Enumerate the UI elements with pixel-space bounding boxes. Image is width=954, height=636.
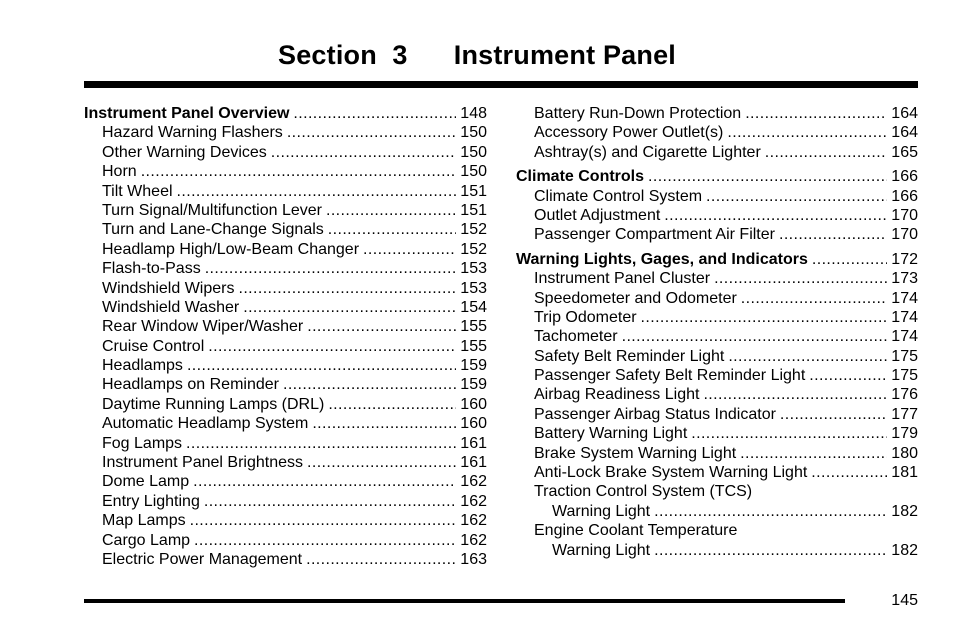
toc-entry-title: Tachometer xyxy=(534,328,618,346)
toc-entry[interactable] xyxy=(84,182,487,201)
toc-entry-page: 181 xyxy=(891,464,918,482)
toc-entry[interactable] xyxy=(84,240,487,259)
toc-entry[interactable] xyxy=(84,492,487,511)
toc-entry[interactable] xyxy=(84,162,487,181)
dot-leader xyxy=(307,453,456,472)
toc-entry[interactable] xyxy=(516,366,918,385)
toc-entry-page: 150 xyxy=(460,143,487,161)
dot-leader xyxy=(287,123,456,142)
dot-leader xyxy=(779,225,887,244)
dot-leader xyxy=(809,366,887,385)
toc-entry-page: 165 xyxy=(891,143,918,161)
dot-leader xyxy=(293,104,456,123)
toc-entry[interactable] xyxy=(516,104,918,123)
toc-entry[interactable] xyxy=(84,511,487,530)
toc-entry-page: 173 xyxy=(891,270,918,288)
toc-entry-page: 164 xyxy=(891,105,918,122)
dot-leader xyxy=(811,463,887,482)
dot-leader xyxy=(780,405,887,424)
toc-entry-title: Trip Odometer xyxy=(534,308,637,326)
toc-entry[interactable] xyxy=(516,541,918,560)
toc-entry[interactable] xyxy=(84,531,487,550)
toc-entry-title: Instrument Panel Overview xyxy=(84,105,290,122)
toc-entry-title: Passenger Safety Belt Reminder Light xyxy=(534,367,806,385)
dot-leader xyxy=(238,279,456,298)
toc-entry-title: Safety Belt Reminder Light xyxy=(534,347,725,365)
toc-entry[interactable] xyxy=(516,521,918,540)
toc-entry-page: 175 xyxy=(891,347,918,365)
page-number: 145 xyxy=(891,592,918,609)
toc-entry-title: Passenger Compartment Air Filter xyxy=(534,226,775,244)
toc-entry-title: Headlamps xyxy=(102,357,183,375)
toc-entry-page: 174 xyxy=(891,308,918,326)
toc-entry-title: Engine Coolant Temperature xyxy=(534,522,738,540)
toc-entry-page: 150 xyxy=(460,163,487,181)
dot-leader xyxy=(328,220,457,239)
dot-leader xyxy=(654,502,887,521)
dot-leader xyxy=(186,434,456,453)
toc-entry[interactable] xyxy=(84,395,487,414)
toc-entry-page: 166 xyxy=(891,187,918,205)
toc-entry[interactable] xyxy=(84,123,487,142)
toc-entry[interactable] xyxy=(516,206,918,225)
toc-entry[interactable] xyxy=(84,550,487,569)
dot-leader xyxy=(727,123,887,142)
toc-entry-page: 174 xyxy=(891,289,918,307)
toc-entry-title: Warning Light xyxy=(552,502,651,520)
dot-leader xyxy=(740,444,887,463)
toc-entry-page: 153 xyxy=(460,260,487,278)
toc-entry[interactable] xyxy=(516,502,918,521)
toc-entry[interactable] xyxy=(84,201,487,220)
toc-entry-title: Cruise Control xyxy=(102,337,205,355)
toc-entry-page: 177 xyxy=(891,405,918,423)
dot-leader xyxy=(363,240,456,259)
toc-entry[interactable] xyxy=(84,317,487,336)
toc-entry-title: Traction Control System (TCS) xyxy=(534,483,753,501)
toc-entry[interactable] xyxy=(84,356,487,375)
toc-entry-page: 152 xyxy=(460,240,487,258)
toc-entry[interactable] xyxy=(516,327,918,346)
toc-entry-title: Headlamps on Reminder xyxy=(102,376,279,394)
toc-entry[interactable] xyxy=(516,482,918,501)
toc-entry-title: Hazard Warning Flashers xyxy=(102,124,283,142)
toc-entry-page: 170 xyxy=(891,226,918,244)
toc-entry[interactable] xyxy=(516,143,918,162)
toc-entry-page: 180 xyxy=(891,444,918,462)
toc-entry-title: Map Lamps xyxy=(102,512,186,530)
toc-entry-page: 155 xyxy=(460,318,487,336)
dot-leader xyxy=(204,492,456,511)
dot-leader xyxy=(208,337,456,356)
toc-heading[interactable] xyxy=(84,104,487,123)
toc-entry-page: 166 xyxy=(891,168,918,186)
toc-entry[interactable] xyxy=(516,269,918,288)
toc-entry[interactable] xyxy=(516,347,918,366)
toc-entry-title: Other Warning Devices xyxy=(102,143,267,161)
toc-entry-page: 160 xyxy=(460,395,487,413)
toc-entry-page: 163 xyxy=(460,550,487,568)
toc-entry-title: Instrument Panel Cluster xyxy=(534,270,711,288)
toc-entry-page: 162 xyxy=(460,473,487,491)
toc-entry-page: 174 xyxy=(891,328,918,346)
dot-leader xyxy=(812,250,887,269)
footer-rule xyxy=(84,599,845,603)
toc-entry-title: Turn and Lane-Change Signals xyxy=(102,221,324,239)
toc-heading[interactable] xyxy=(516,250,918,269)
dot-leader xyxy=(714,269,887,288)
toc-entry-title: Battery Warning Light xyxy=(534,425,688,443)
dot-leader xyxy=(312,414,456,433)
toc-entry-page: 150 xyxy=(460,124,487,142)
toc-entry-title: Ashtray(s) and Cigarette Lighter xyxy=(534,143,761,161)
dot-leader xyxy=(306,550,456,569)
toc-entry-page: 151 xyxy=(460,182,487,200)
dot-leader xyxy=(654,541,887,560)
toc-entry-page: 159 xyxy=(460,357,487,375)
toc-entry[interactable] xyxy=(516,289,918,308)
toc-entry-page: 148 xyxy=(460,105,487,122)
dot-leader xyxy=(271,143,457,162)
toc-entry-page: 152 xyxy=(460,221,487,239)
toc-entry-title: Flash-to-Pass xyxy=(102,260,201,278)
toc-entry-title: Cargo Lamp xyxy=(102,531,191,549)
toc-entry[interactable] xyxy=(516,123,918,142)
toc-entry[interactable] xyxy=(84,220,487,239)
dot-leader xyxy=(177,182,457,201)
toc-entry-page: 172 xyxy=(891,250,918,268)
toc-entry[interactable] xyxy=(516,424,918,443)
toc-entry-title: Warning Lights, Gages, and Indicators xyxy=(516,250,808,268)
dot-leader xyxy=(622,327,888,346)
dot-leader xyxy=(283,375,456,394)
toc-entry-title: Rear Window Wiper/Washer xyxy=(102,318,304,336)
dot-leader xyxy=(648,167,887,186)
toc-entry[interactable] xyxy=(516,225,918,244)
toc-entry-page: 160 xyxy=(460,415,487,433)
toc-entry-title: Electric Power Management xyxy=(102,550,303,568)
toc-entry-title: Speedometer and Odometer xyxy=(534,289,737,307)
toc-entry[interactable] xyxy=(516,444,918,463)
toc-entry-title: Brake System Warning Light xyxy=(534,444,737,462)
page-title: Section 3 Instrument Panel xyxy=(278,40,676,70)
header-rule xyxy=(84,81,918,88)
toc-entry-title: Tilt Wheel xyxy=(102,182,173,200)
dot-leader xyxy=(141,162,457,181)
toc-entry-page: 170 xyxy=(891,206,918,224)
toc-entry[interactable] xyxy=(516,405,918,424)
toc-entry-page: 154 xyxy=(460,298,487,316)
toc-entry-title: Horn xyxy=(102,163,137,181)
toc-entry-page: 162 xyxy=(460,492,487,510)
dot-leader xyxy=(706,187,887,206)
toc-entry-title: Windshield Wipers xyxy=(102,279,235,297)
dot-leader xyxy=(641,308,888,327)
toc-entry-title: Anti-Lock Brake System Warning Light xyxy=(534,464,808,482)
toc-entry-page: 161 xyxy=(460,454,487,472)
toc-entry-page: 162 xyxy=(460,531,487,549)
toc-entry-title: Accessory Power Outlet(s) xyxy=(534,124,724,142)
toc-entry-title: Climate Controls xyxy=(516,168,645,186)
dot-leader xyxy=(193,472,456,491)
dot-leader xyxy=(194,531,456,550)
toc-heading[interactable] xyxy=(516,167,918,186)
toc-entry-title: Daytime Running Lamps (DRL) xyxy=(102,395,325,413)
toc-entry-page: 162 xyxy=(460,512,487,530)
dot-leader xyxy=(664,206,887,225)
dot-leader xyxy=(741,289,888,308)
toc-entry[interactable] xyxy=(84,434,487,453)
dot-leader xyxy=(703,385,887,404)
toc-entry-page: 161 xyxy=(460,434,487,452)
toc-entry-page: 175 xyxy=(891,367,918,385)
toc-entry[interactable] xyxy=(84,279,487,298)
toc-entry-title: Windshield Washer xyxy=(102,298,240,316)
dot-leader xyxy=(187,356,456,375)
dot-leader xyxy=(745,104,887,123)
toc-entry[interactable] xyxy=(84,143,487,162)
toc-entry[interactable] xyxy=(84,472,487,491)
toc-entry-page: 164 xyxy=(891,124,918,142)
toc-entry-title: Automatic Headlamp System xyxy=(102,415,309,433)
toc-entry-title: Battery Run-Down Protection xyxy=(534,105,742,122)
toc-entry[interactable] xyxy=(516,308,918,327)
toc-entry[interactable] xyxy=(84,298,487,317)
toc-entry-title: Dome Lamp xyxy=(102,473,190,491)
toc-entry-page: 179 xyxy=(891,425,918,443)
toc-entry-title: Turn Signal/Multifunction Lever xyxy=(102,201,322,219)
dot-leader xyxy=(205,259,457,278)
dot-leader xyxy=(328,395,456,414)
toc-entry-page: 182 xyxy=(891,541,918,559)
toc-entry[interactable] xyxy=(84,375,487,394)
toc-entry-page: 155 xyxy=(460,337,487,355)
toc-entry-title: Airbag Readiness Light xyxy=(534,386,700,404)
toc-entry-title: Outlet Adjustment xyxy=(534,206,661,224)
toc-entry-title: Passenger Airbag Status Indicator xyxy=(534,405,776,423)
toc-entry-title: Instrument Panel Brightness xyxy=(102,454,303,472)
toc-entry-page: 151 xyxy=(460,201,487,219)
dot-leader xyxy=(691,424,887,443)
dot-leader xyxy=(307,317,456,336)
toc-entry-page: 153 xyxy=(460,279,487,297)
dot-leader xyxy=(765,143,888,162)
toc-entry-title: Headlamp High/Low-Beam Changer xyxy=(102,240,360,258)
toc-entry-title: Entry Lighting xyxy=(102,492,200,510)
dot-leader xyxy=(190,511,457,530)
toc-entry-page: 176 xyxy=(891,386,918,404)
dot-leader xyxy=(243,298,456,317)
dot-leader xyxy=(326,201,456,220)
toc-entry[interactable] xyxy=(84,337,487,356)
toc-entry[interactable] xyxy=(84,259,487,278)
toc-column-right xyxy=(516,104,918,560)
toc-entry[interactable] xyxy=(84,414,487,433)
toc-column-left xyxy=(84,104,487,569)
toc-entry[interactable] xyxy=(84,453,487,472)
toc-entry-title: Fog Lamps xyxy=(102,434,183,452)
toc-entry-title: Warning Light xyxy=(552,541,651,559)
dot-leader xyxy=(728,347,887,366)
toc-entry-page: 159 xyxy=(460,376,487,394)
toc-entry[interactable] xyxy=(516,385,918,404)
toc-entry[interactable] xyxy=(516,187,918,206)
toc-entry[interactable] xyxy=(516,463,918,482)
toc-entry-title: Climate Control System xyxy=(534,187,703,205)
toc-entry-page: 182 xyxy=(891,502,918,520)
